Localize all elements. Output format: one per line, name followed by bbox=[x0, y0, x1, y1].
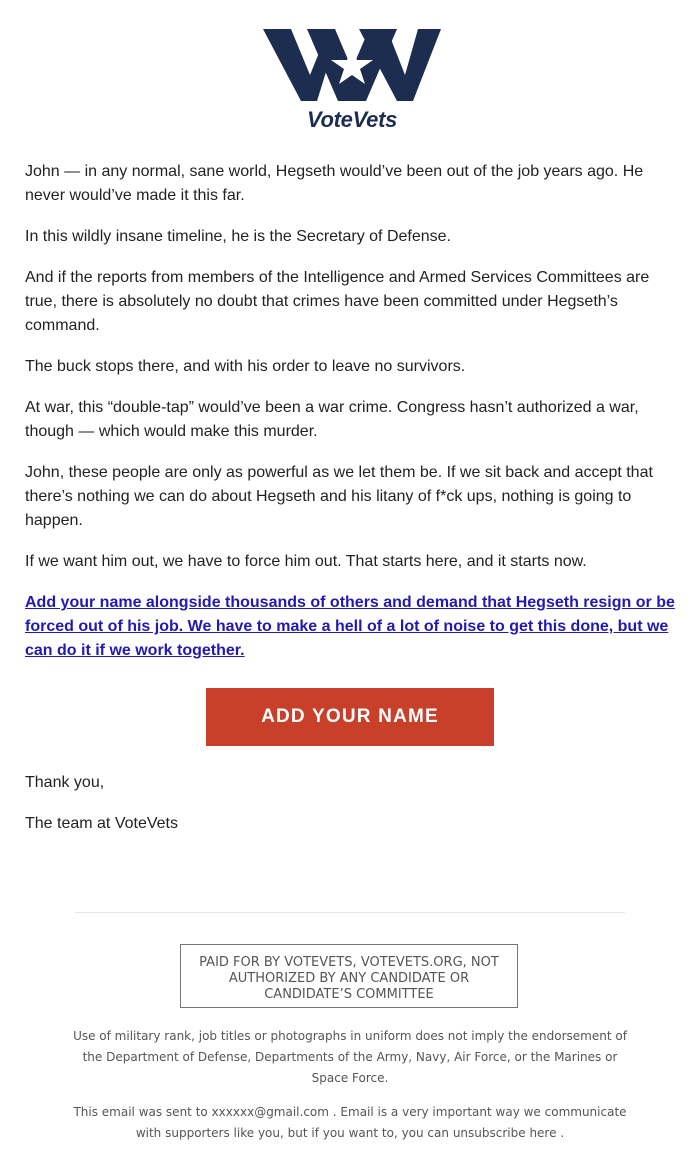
sent-to-notice bbox=[70, 1102, 630, 1144]
sign-off: Thank you, bbox=[25, 774, 105, 791]
body-paragraph-1: John — in any normal, sane world, Hegseth would’ve been out of the job years ago. He never would’ve made it this far. bbox=[25, 163, 644, 204]
email-body bbox=[25, 160, 675, 853]
unsubscribe-link[interactable]: unsubscribe here bbox=[452, 1126, 557, 1140]
body-paragraph-6: John, these people are only as powerful as we let them be. If we sit back and accept that there’s nothing we can do about Hegseth and his litany of f*ck ups, nothing is going to happen. bbox=[25, 464, 653, 529]
sent-to-prefix: This email was sent to bbox=[73, 1105, 208, 1119]
body-paragraph-2: In this wildly insane timeline, he is the Secretary of Defense. bbox=[25, 228, 451, 245]
add-your-name-button[interactable]: ADD YOUR NAME bbox=[206, 688, 494, 746]
sent-to-middle: . Email is a very important way we communicate with supporters like you, but if you want to, you can bbox=[135, 1105, 627, 1140]
sent-to-suffix: . bbox=[560, 1126, 565, 1140]
logo-wordmark: VoteVets bbox=[306, 107, 398, 132]
paid-for-disclaimer: PAID FOR BY VOTEVETS, VOTEVETS.ORG, NOT AUTHORIZED BY ANY CANDIDATE OR CANDIDATE’S COMMITTEE bbox=[180, 944, 518, 1008]
button-row bbox=[25, 688, 675, 746]
military-disclaimer: Use of military rank, job titles or photographs in uniform does not imply the endorsement of the Department of Defense, Departments of the Army, Navy, Air Force, or the Marines or Space Force. bbox=[73, 1029, 627, 1085]
signature: The team at VoteVets bbox=[25, 815, 178, 832]
body-paragraph-5: At war, this “double-tap” would’ve been a war crime. Congress hasn’t authorized a war, though — which would make this murder. bbox=[25, 399, 639, 440]
add-name-link[interactable]: Add your name alongside thousands of others and demand that Hegseth resign or be forced out of his job. We have to make a hell of a lot of noise to get this done, but we can do it if we work together. bbox=[25, 594, 675, 659]
body-paragraph-7: If we want him out, we have to force him out. That starts here, and it starts now. bbox=[25, 553, 587, 570]
vv-star-logo-icon bbox=[263, 29, 441, 109]
body-paragraph-4: The buck stops there, and with his order to leave no survivors. bbox=[25, 358, 466, 375]
body-paragraph-3: And if the reports from members of the Intelligence and Armed Services Committees are true, there is absolutely no doubt that crimes have been committed under Hegseth’s command. bbox=[25, 269, 650, 334]
recipient-email-link[interactable]: xxxxxx@gmail.com bbox=[211, 1105, 329, 1119]
votevets-logo[interactable] bbox=[263, 29, 441, 133]
footer-divider bbox=[75, 912, 625, 913]
cta-paragraph bbox=[25, 591, 675, 663]
